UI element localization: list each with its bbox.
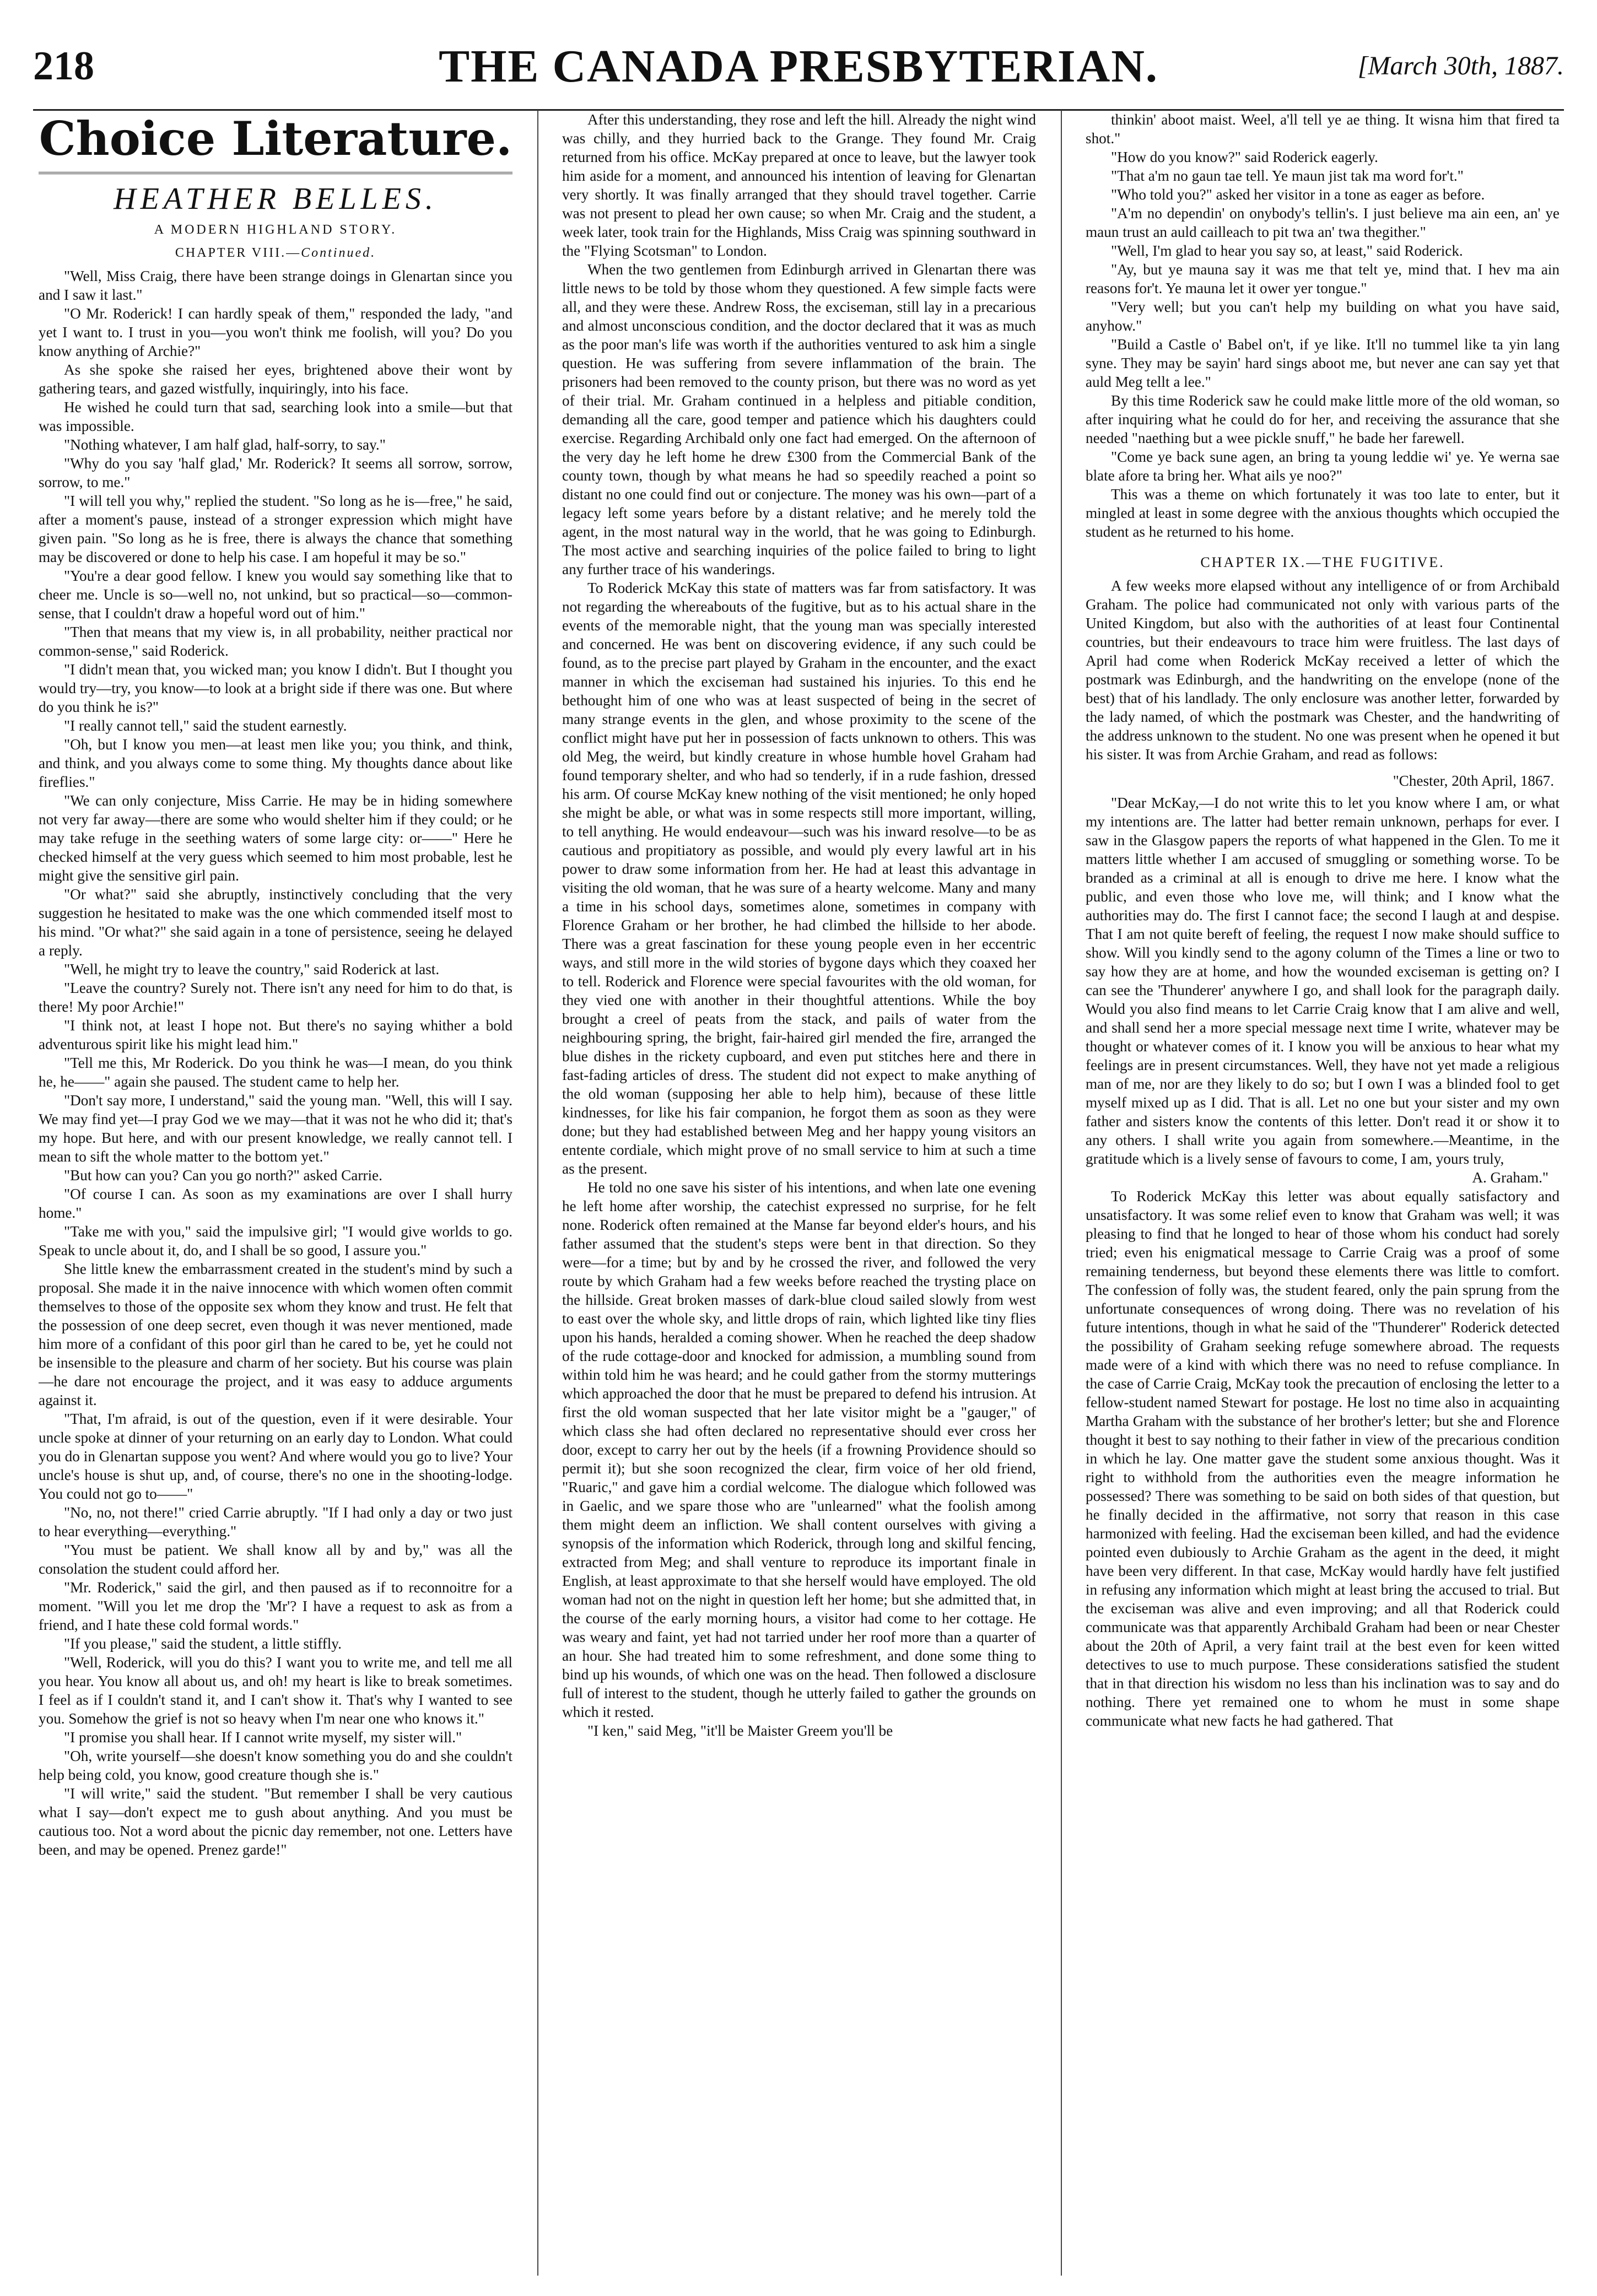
paragraph: This was a theme on which fortunately it was too late to enter, but it mingled at least in some degree with the anxious thoughts which occupied the student as he returned to his home. <box>1086 486 1560 540</box>
chapter-continued-note: Continued. <box>301 246 376 260</box>
letter-date: "Chester, 20th April, 1867. <box>1393 772 1554 789</box>
paragraph: "Ay, but ye mauna say it was me that telt ye, mind that. I hev ma ain reasons for't. Ye mauna let it ower yer tongue." <box>1086 261 1560 296</box>
paragraph: "A'm no dependin' on onybody's tellin's. I just believe ma ain een, an' ye maun trust an auld cailleach to pit twa an' twa thegither." <box>1086 205 1560 240</box>
column-3-body-end <box>1086 1187 1560 1730</box>
paragraph: "Well, I'm glad to hear you say so, at least," said Roderick. <box>1111 242 1463 259</box>
paragraph: To Roderick McKay this state of matters was far from satisfactory. It was not regarding the whereabouts of the fugitive, but as to his actual share in the events of the memorable night, that the young man was specially interested and concerned. He was bent on discovering evidence, if any such could be found, as to the precise part played by Graham in the encounter, and the exact manner in which the exciseman had sustained his injuries. To this end he bethought him of one who was at least suspected of being in the secret of many strange events in the glen, and whose proximity to the scene of the conflict might have put her in possession of facts unknown to others. This was old Meg, the weird, but kindly creature in whose humble hovel Graham had found temporary shelter, and who had so tenderly, if in a rude fashion, dressed his arm. Of course McKay knew nothing of the visit mentioned; he only hoped she might be able, or what was in some respects still more important, willing, to tell anything. He would endeavour—such was his inward resolve—to be as cautious and propitiatory as possible, and would ply every lawful art in his power to draw some information from her. He had at least this advantage in visiting the old woman, that he was sure of a hearty welcome. Many and many a time in his school days, sometimes alone, sometimes in company with Florence Graham or her brother, he had climbed the hillside to her abode. There was a great fascination for these young people even in her eccentric ways, and still more in the wild stories of bygone days which they coaxed her to tell. Roderick and Florence were special favourites with the old woman, for they vied one with another in their thoughtful attentions. While the boy brought a creel of peats from the stack, and pails of water from the neighbouring spring, the bright, fair-haired girl mended the fire, arranged the blue dishes in the rickety cupboard, and even put stitches here and there in fast-fading articles of dress. The student did not expect to make anything of the old woman (supposing her able to help him), because of these little kindnesses, for like his fair companion, he forgot them as soon as they were done; but they had established between Meg and her happy young visitors an entente cordiale, which might prove of no small service to him at such a time as the present. <box>562 580 1036 1177</box>
paragraph: "We can only conjecture, Miss Carrie. He may be in hiding somewhere not very far away—there are some who would shelter him if they could; or he may take refuge in the seething waters of some large city: or——" Here he checked himself at the very guess which seemed to him most probable, lest he might give the sensitive girl pain. <box>39 792 512 884</box>
paragraph: "That a'm no gaun tae tell. Ye maun jist tak ma word for't." <box>1111 168 1464 184</box>
column-2-body <box>562 110 1036 1740</box>
paragraph: When the two gentlemen from Edinburgh arrived in Glenartan there was little news to be told by those whom they questioned. A few simple facts were all, and they were these. Andrew Ross, the exciseman, still lay in a precarious and almost unconscious condition, and the doctor declared that it was as much as the poor man's life was worth if the authorities ventured to ask him a single question. He was suffering from severe inflammation of the brain. The prisoners had been removed to the county prison, but there was no word as yet of their trial. Mr. Graham continued in a helpless and pitiable condition, demanding all the care, good temper and patience which his daughters could exercise. Regarding Archibald only one fact had emerged. On the afternoon of the very day he left home he drew £300 from the Commercial Bank of the county town, though by what means he had so speedily reached a point so distant no one could find out or conjecture. The money was his own—part of a legacy left some years before by a distant relative; and he merely told the agent, in the most natural way in the world, that he was going to Edinburgh. The most active and searching inquiries of the police failed to bring to light any further trace of his wanderings. <box>562 261 1036 577</box>
chapter-heading: CHAPTER IX.—THE FUGITIVE. <box>1200 554 1445 570</box>
paragraph: He wished he could turn that sad, searching look into a smile—but that was impossible. <box>39 399 512 434</box>
paragraph: thinkin' aboot maist. Weel, a'll tell ye ae thing. It wisna him that fired ta shot." <box>1086 111 1560 147</box>
paragraph: "Oh, write yourself—she doesn't know something you do and she couldn't help being cold, you know, good creature though she is." <box>39 1748 512 1783</box>
paragraph: By this time Roderick saw he could make little more of the old woman, so after inquiring what he could do for her, and receiving the assurance that she needed "naething but a wee pickle snuff," he bade her farewell. <box>1086 392 1560 446</box>
paragraph: "Who told you?" asked her visitor in a tone as eager as before. <box>1111 186 1485 203</box>
paragraph: "Come ye back sune agen, an bring ta young leddie wi' ye. Ye werna sae blate afore ta bring her. What ails ye noo?" <box>1086 449 1560 484</box>
section-title: Choice Literature. <box>39 111 512 174</box>
paragraph: "I promise you shall hear. If I cannot write myself, my sister will." <box>64 1729 462 1746</box>
paragraph: "Leave the country? Surely not. There isn't any need for him to do that, is there! My poor Archie!" <box>39 980 512 1015</box>
paragraph: She little knew the embarrassment created in the student's mind by such a proposal. She made it in the naive innocence with which women often commit themselves to those of the opposite sex whom they know and trust. He felt that the possession of one deep secret, even though it was never mentioned, made him more of a confidant of this poor girl than he cared to be, yet he could not be insensible to the pleasure and charm of her society. But his course was plain—he dare not encourage the project, and it was easy to adduce arguments against it. <box>39 1261 512 1408</box>
paragraph: "Why do you say 'half glad,' Mr. Roderick? It seems all sorrow, sorrow, sorrow, to me." <box>39 455 512 490</box>
column-divider <box>1061 110 1062 2276</box>
paragraph: "Then that means that my view is, in all probability, neither practical nor common-sense," said Roderick. <box>39 624 512 659</box>
paragraph: "I didn't mean that, you wicked man; you know I didn't. But I thought you would try—try, you know—to look at a bright side if there was one. But where do you think he is?" <box>39 661 512 715</box>
paragraph: "I really cannot tell," said the student earnestly. <box>64 717 347 734</box>
paragraph: "Well, Miss Craig, there have been strange doings in Glenartan since you and I saw it last." <box>39 268 512 303</box>
column-1 <box>39 110 512 2276</box>
paragraph: "Tell me this, Mr Roderick. Do you think he was—I mean, do you think he, he——" again she paused. The student came to help her. <box>39 1055 512 1090</box>
chapter-number: CHAPTER VIII.— <box>175 246 301 260</box>
column-divider <box>537 110 538 2276</box>
story-subtitle: A MODERN HIGHLAND STORY. <box>154 223 397 237</box>
paragraph: "I will tell you why," replied the student. "So long as he is—free," he said, after a moment's pause, instead of a stronger expression which might have given pain. "So long as he is free, there is always the chance that something may be discovered or done to help his case. I am hopeful it may be so." <box>39 493 512 565</box>
story-title: HEATHER BELLES. <box>114 182 438 216</box>
paragraph: "How do you know?" said Roderick eagerly. <box>1111 149 1378 165</box>
paragraph: He told no one save his sister of his intentions, and when late one evening he left home after worship, the catechist expressed no surprise, for he felt none. Roderick often remained at the Manse far beyond elder's hours, and his father assumed that the student's steps were bent in that direction. So they were—for a time; but by and by he crossed the river, and followed the very route by which Graham had a few weeks before reached the trysting place on the hillside. Great broken masses of dark-blue cloud sailed slowly from west to east over the whole sky, and little drops of rain, which lighted like tiny flies upon his hands, heralded a coming shower. When he reached the deep shadow of the rude cottage-door and knocked for admission, a mumbling sound from within told him he was heard; and he could gather from the stormy mutterings which approached the door that he must be prepared to defend his intrusion. At first the old woman suspected that her late visitor might be a "gauger," of which class she had often declared no representative should ever cross her door, except to carry her out by the heels (if a frowning Providence should so permit it); but she soon recognized the clear, firm voice of her old friend, "Ruaric," and gave him a cordial welcome. The dialogue which followed was in Gaelic, and we spare those who are "unlearned" what the foolish among them might deem an infliction. We shall content ourselves with giving a synopsis of the information which Roderick, through long and skilful fencing, extracted from Meg; and shall venture to reproduce its important finale in English, at least approximate to that she herself would have employed. The old woman had not on the night in question left her home; but she admitted that, in the course of the early morning hours, a visitor had come to her cottage. He was weary and faint, yet had not tarried under her roof more than a quarter of an hour. She had treated him to some refreshment, and done some thing to bind up his wounds, of which one was on the head. Then followed a disclosure full of interest to the student, though he utterly failed to gather the grounds on which it rested. <box>562 1179 1036 1720</box>
paragraph: "I will write," said the student. "But remember I shall be very cautious what I say—don't expect me to gush about anything. And you must be cautious too. Not a word about the picnic day remember, not one. Letters have been, and may be opened. Prenez garde!" <box>39 1785 512 1858</box>
paragraph: "If you please," said the student, a little stiffly. <box>64 1635 342 1652</box>
paragraph: "Of course I can. As soon as my examinations are over I shall hurry home." <box>39 1186 512 1221</box>
paragraph: "But how can you? Can you go north?" asked Carrie. <box>64 1167 382 1184</box>
column-2 <box>562 110 1036 2276</box>
chapter-heading <box>39 244 512 262</box>
paragraph: "I think not, at least I hope not. But there's no saying whither a bold adventurous spirit like his might lead him." <box>39 1017 512 1052</box>
column-3-body-mid <box>1086 576 1560 764</box>
paragraph: "O Mr. Roderick! I can hardly speak of them," responded the lady, "and yet I want to. I trust in you—you won't think me foolish, will you? Do you know anything of Archie?" <box>39 305 512 359</box>
column-3 <box>1086 110 1560 2276</box>
paragraph: "Well, Roderick, will you do this? I want you to write me, and tell me all you hear. You know all about us, and oh! my heart is like to break sometimes. I feel as if I couldn't stand it, and I can't show it. That's why I wanted to see you. Somehow the grief is not so heavy when I'm near one who knows it." <box>39 1654 512 1727</box>
newspaper-title: THE CANADA PRESBYTERIAN. <box>439 41 1158 92</box>
column-1-body <box>39 267 512 1859</box>
paragraph: To Roderick McKay this letter was about equally satisfactory and unsatisfactory. It was some relief even to know that Graham was well; it was pleasing to find that he longed to hear of those whom his conduct had sorely tried; even his enigmatical message to Carrie Craig was a proof of some remaining tenderness, but beyond these elements there was little to comfort. The confession of folly was, the student feared, only the pain sprung from the unfortunate consequences of wrong doing. There was no revelation of his future intentions, though in what he said of the "Thunderer" Roderick detected the possibility of Graham seeking refuge somewhere abroad. The requests made were of a kind with which there was no need to refuse compliance. In the case of Carrie Craig, McKay took the precaution of enclosing the letter to a fellow-student named Stewart for postage. He lost no time also in acquainting Martha Graham with the substance of her brother's letter; but she and Florence thought it best to say nothing to their father in view of the precarious condition in which he lay. One matter gave the student some anxious thought. Was it right to withhold from the authorities even the meagre information he possessed? There was something to be said on both sides of that question, but he finally decided in the affirmative, not sorry that reason in this case harmonized with feeling. Had the exciseman been killed, and had the evidence pointed even dubiously to Archie Graham as the agent in the deed, it might have been very different. In that case, McKay would hardly have felt justified in refusing any information which might at least bring the accused to trial. But the exciseman was alive and even improving; and all that Roderick could communicate was that apparently Archibald Graham had been or near Chester about the 20th of April, a very faint trail at the best even for keen witted detectives to use to much purpose. These considerations satisfied the student that in that direction his wisdom no less than his inclination was to say and do nothing. There yet remained one to whom he must in some shape communicate what new facts he had gathered. That <box>1086 1188 1560 1729</box>
paragraph: "Don't say more, I understand," said the young man. "Well, this will I say. We may find yet—I pray God we we may—that it was not he who did it; that's my hope. But here, and with our present knowledge, we really cannot tell. I mean to sift the whole matter to the bottom yet." <box>39 1092 512 1165</box>
letter-body: "Dear McKay,—I do not write this to let you know where I am, or what my intentions are. The latter had better remain unknown, perhaps for ever. I saw in the Glasgow papers the reports of what happened in the Glen. To me it matters little whether I am accused of smuggling or something worse. To be branded as a criminal at all is enough to drive me here. I know what the public, and even those who love me, will think; and I know what the authorities may do. The first I cannot face; the second I laugh at and despise. That I am not quite bereft of feeling, the request I now make should suffice to show. Will you kindly send to the agony column of the Times a line or two to say how they are at home, and how the wounded exciseman is getting on? I can see the 'Thunderer' anywhere I go, and shall look for the paragraph daily. Would you also find means to let Carrie Craig know that I am alive and well, and shall send her a more special message next time I write, whatever may be thought or whatever comes of it. I know you will be anxious to hear what my feelings are in present circumstances. Well, they have not yet made a religious man of me, nor are they likely to do so; but I own I was a blinded fool to get myself mixed up as I did. That is all. Let no one but your sister and my own father and sisters know the contents of this letter. Don't read it or show it to any others. I shall write you again from somewhere.—Meantime, in the gratitude which is a lively sense of favours to come, I am, yours truly, <box>1086 795 1560 1167</box>
paragraph: A few weeks more elapsed without any intelligence of or from Archibald Graham. The police had communicated not only with various parts of the United Kingdom, but also with the authorities of at least four Continental countries, but their endeavours to trace him were fruitless. The last days of April had come when Roderick McKay received a letter of which the postmark was Edinburgh, and the handwriting on the envelope (none of the best) that of his landlady. The only enclosure was another letter, forwarded by the lady named, of which the postmark was Chester, and the handwriting of the address unknown to the student. No one was present when he opened it but his sister. It was from Archie Graham, and read as follows: <box>1086 577 1560 763</box>
paragraph: After this understanding, they rose and left the hill. Already the night wind was chilly, and they hurried back to the Grange. They found Mr. Craig returned from his office. McKay prepared at once to leave, but the lawyer took him aside for a moment, and announced his intention of leaving for Glenartan very shortly. It was finally arranged that they should travel together. Carrie was not present to plead her own cause; so when Mr. Craig and the student, a week later, took train for the Highlands, Miss Craig was spinning southward in the "Flying Scotsman" to London. <box>562 111 1036 259</box>
issue-date: [March 30th, 1887. <box>1357 51 1564 80</box>
paragraph: "That, I'm afraid, is out of the question, even if it were desirable. Your uncle spoke at dinner of your returning on an early day to London. What could you do in Glenartan suppose you went? And where would you go to live? Your uncle's house is shut up, and, of course, there's no one in the shooting-lodge. You could not go to——" <box>39 1411 512 1502</box>
paragraph: "Mr. Roderick," said the girl, and then paused as if to reconnoitre for a moment. "Will you let me drop the 'Mr'? I have a request to ask as from a friend, and I hate these cold formal words." <box>39 1579 512 1633</box>
paragraph: "You must be patient. We shall know all by and by," was all the consolation the student could afford her. <box>39 1542 512 1577</box>
letter-signature: A. Graham." <box>1472 1169 1549 1186</box>
paragraph: "Take me with you," said the impulsive girl; "I would give worlds to go. Speak to uncle about it, do, and I shall be so good, I assure you." <box>39 1223 512 1258</box>
column-3-body-top <box>1086 110 1560 541</box>
paragraph: "Nothing whatever, I am half glad, half-sorry, to say." <box>64 436 386 453</box>
paragraph: "Oh, but I know you men—at least men like you; you think, and think, and think, and you always come to some thing. My thoughts dance about like fireflies." <box>39 736 512 790</box>
paragraph: "Very well; but you can't help my building on what you have said, anyhow." <box>1086 299 1560 334</box>
paragraph: As she spoke she raised her eyes, brightened above their wont by gathering tears, and gazed wistfully, inquiringly, into his face. <box>39 361 512 397</box>
paragraph: "No, no, not there!" cried Carrie abruptly. "If I had only a day or two just to hear everything—everything." <box>39 1504 512 1539</box>
paragraph: "Or what?" said she abruptly, instinctively concluding that the very suggestion he hesitated to make was the one which commended itself most to his mind. "Or what?" she said again in a tone of persistence, seeing he delayed a reply. <box>39 886 512 959</box>
paragraph: "I ken," said Meg, "it'll be Maister Greem you'll be <box>587 1722 893 1739</box>
page-number: 218 <box>33 44 94 89</box>
paragraph: "Well, he might try to leave the country," said Roderick at last. <box>64 961 440 977</box>
paragraph: "You're a dear good fellow. I knew you would say something like that to cheer me. Uncle is so—well no, not unkind, but so practical—so—common-sense, that I couldn't draw a hopeful word out of him." <box>39 568 512 622</box>
paragraph: "Build a Castle o' Babel on't, if ye like. It'll no tummel like ta yin lang syne. They may be sayin' hard sings aboot me, but never ane can say yet that auld Meg tellt a lee." <box>1086 336 1560 390</box>
page-header <box>33 32 1564 111</box>
